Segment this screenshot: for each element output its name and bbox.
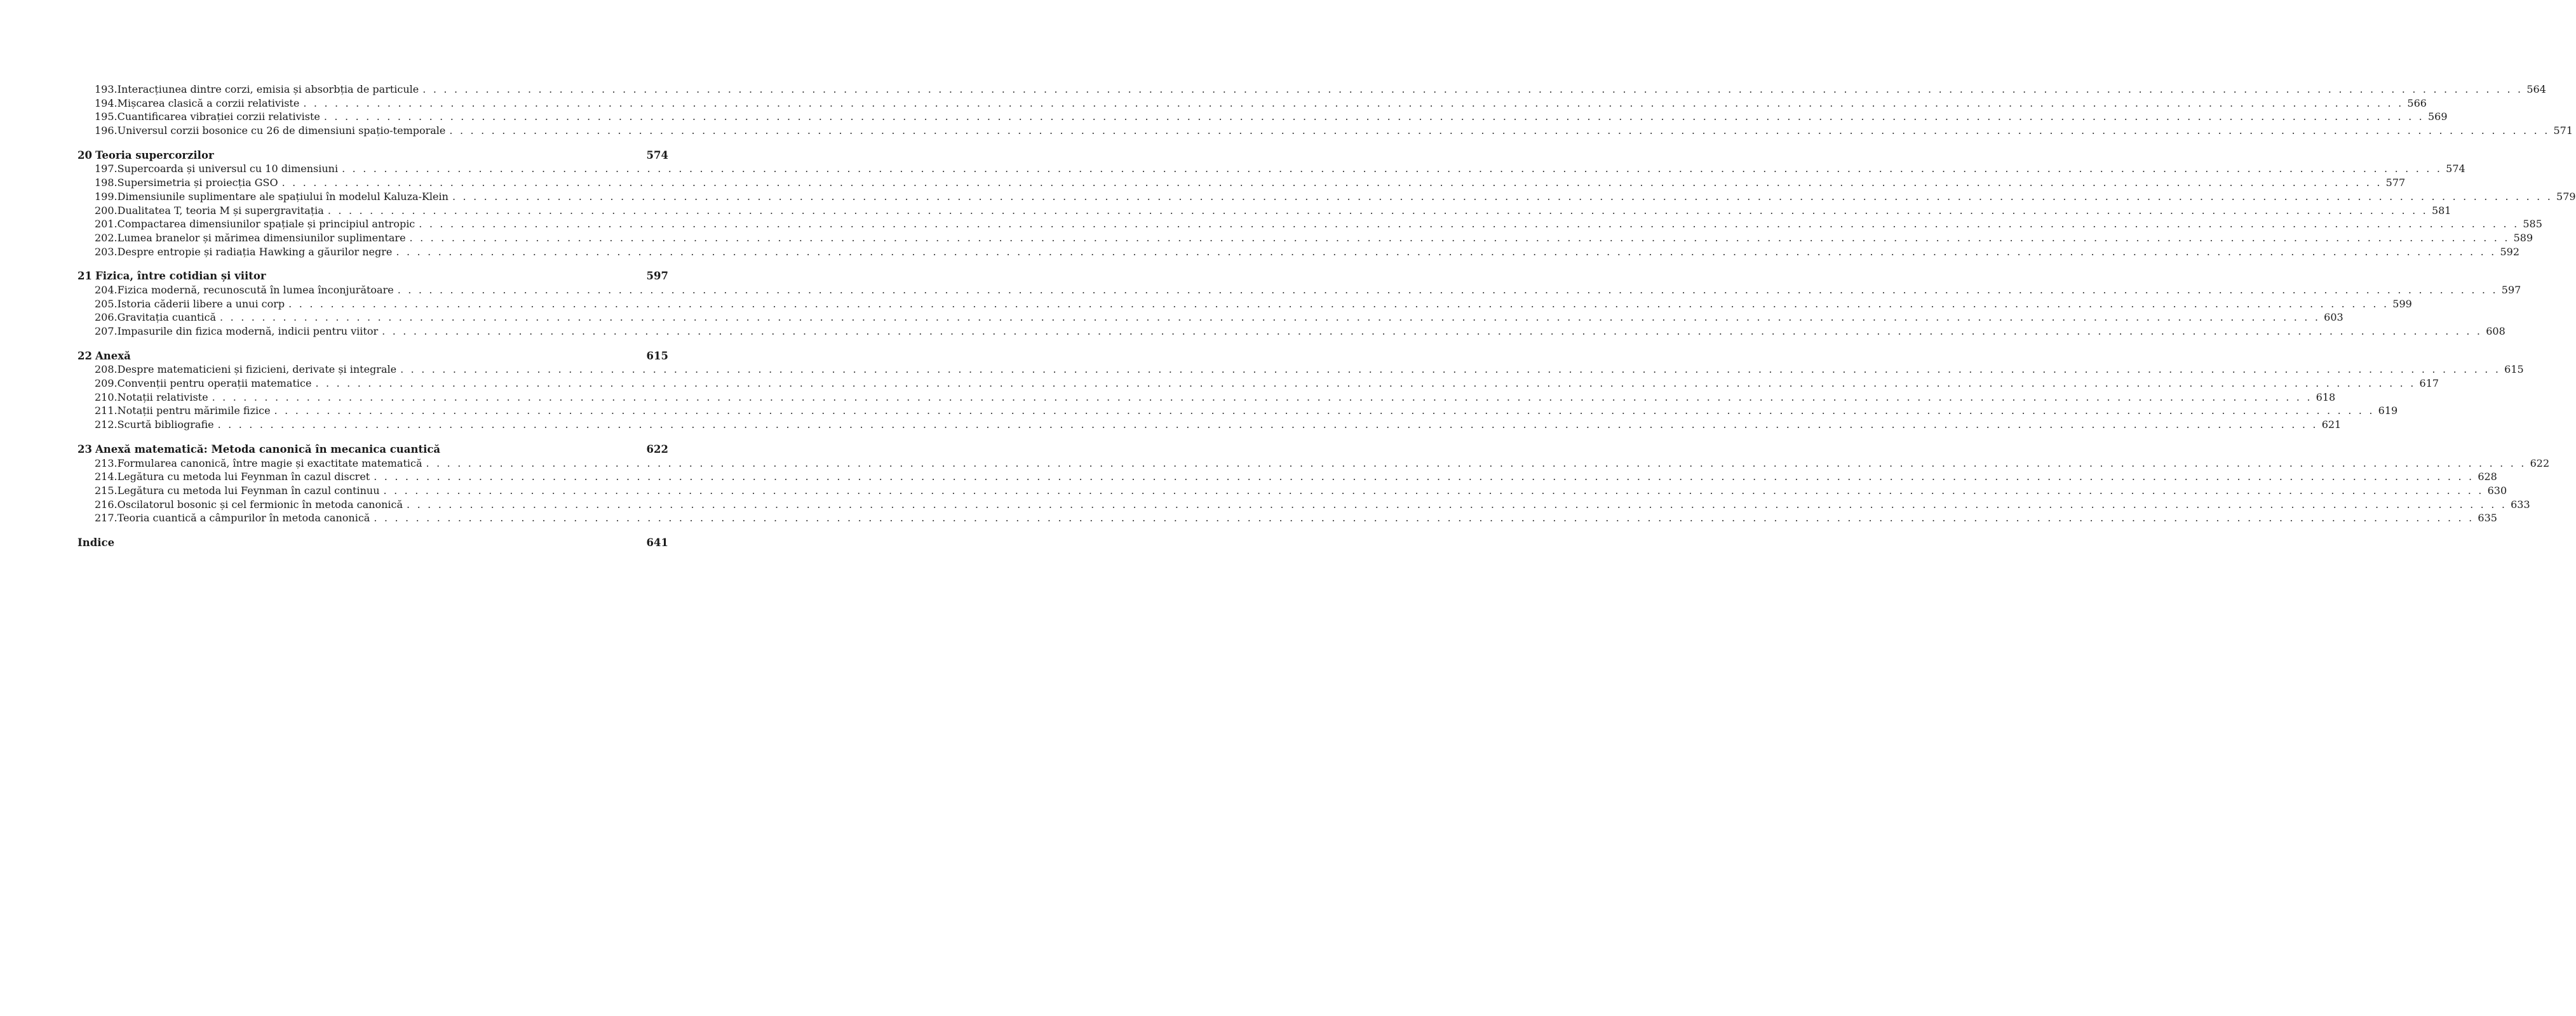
section-number: 209. [95, 377, 118, 390]
section-page-number: 622 [2530, 457, 2550, 469]
chapter-page-number: 622 [646, 443, 668, 455]
section-page-number: 592 [2500, 245, 2520, 258]
section-number: 206. [95, 311, 118, 324]
section-number: 194. [95, 97, 118, 109]
section-title: Dimensiunile suplimentare ale spațiului în modelul Kaluza-Klein [117, 190, 448, 203]
section-title: Notații relativiste [117, 391, 208, 403]
chapter-number: 20 [78, 149, 92, 161]
section-number: 211. [95, 404, 118, 417]
section-page-number: 579 [2556, 190, 2576, 203]
dot-leader: . . . . . . . . . . . . . . . . . . . . . . . . . . . . . . . . . . . . . . . . . . . . . . . . . . . . . . . . . . . . . . . . . . . . . . . . . . . . . . . . . . . . . . . . . . . . . . . . . . . . . . . . . . . . . . . . . . . . . . . . . . . . . . . . . . . . . . . . . . . . . . . . . . . . . . . . . . . . . . . . . . . . . . . . . . . . . . . . . . . . . . . . . . . . . . . . . . . . . . . . [220, 311, 2321, 324]
section-entry [78, 498, 2530, 512]
section-title: Gravitația cuantică [117, 311, 217, 324]
section-number: 216. [95, 498, 118, 511]
section-number: 208. [95, 363, 118, 376]
section-title: Supercoarda și universul cu 10 dimensiuni [117, 163, 339, 175]
dot-leader: . . . . . . . . . . . . . . . . . . . . . . . . . . . . . . . . . . . . . . . . . . . . . . . . . . . . . . . . . . . . . . . . . . . . . . . . . . . . . . . . . . . . . . . . . . . . . . . . . . . . . . . . . . . . . . . . . . . . . . . . . . . . . . . . . . . . . . . . . . . . . . . . . . . . . . . . . . . . . . . . . . . . . . . . . . . . . . . . . . . . . . . . . . . . . . . . . . . . . . . . [426, 457, 2526, 469]
section-title: Despre entropie și radiația Hawking a găurilor negre [117, 245, 393, 258]
section-title: Dualitatea T, teoria M și supergravitația [117, 204, 324, 217]
dot-leader: . . . . . . . . . . . . . . . . . . . . . . . . . . . . . . . . . . . . . . . . . . . . . . . . . . . . . . . . . . . . . . . . . . . . . . . . . . . . . . . . . . . . . . . . . . . . . . . . . . . . . . . . . . . . . . . . . . . . . . . . . . . . . . . . . . . . . . . . . . . . . . . . . . . . . . . . . . . . . . . . . . . . . . . . . . . . . . . . . . . . . . . . . . . . . . . . . . . . . . . . [396, 245, 2497, 258]
section-entry [78, 97, 2427, 110]
chapter-number: 22 [78, 349, 92, 362]
toc-group [78, 269, 2521, 338]
section-title: Despre matematicieni și fizicieni, derivate și integrale [117, 363, 397, 376]
dot-leader: . . . . . . . . . . . . . . . . . . . . . . . . . . . . . . . . . . . . . . . . . . . . . . . . . . . . . . . . . . . . . . . . . . . . . . . . . . . . . . . . . . . . . . . . . . . . . . . . . . . . . . . . . . . . . . . . . . . . . . . . . . . . . . . . . . . . . . . . . . . . . . . . . . . . . . . . . . . . . . . . . . . . . . . . . . . . . . . . . . . . . . . . . . . . . . . . . . . . . . . . [452, 190, 2553, 203]
section-entry [78, 457, 2550, 471]
section-number: 213. [95, 457, 118, 469]
dot-leader: . . . . . . . . . . . . . . . . . . . . . . . . . . . . . . . . . . . . . . . . . . . . . . . . . . . . . . . . . . . . . . . . . . . . . . . . . . . . . . . . . . . . . . . . . . . . . . . . . . . . . . . . . . . . . . . . . . . . . . . . . . . . . . . . . . . . . . . . . . . . . . . . . . . . . . . . . . . . . . . . . . . . . . . . . . . . . . . . . . . . . . . . . . . . . . . . . . . . . . . . [422, 83, 2523, 95]
section-page-number: 628 [2478, 471, 2497, 483]
section-number: 214. [95, 471, 118, 483]
section-title: Formularea canonică, între magie și exactitate matematică [117, 457, 422, 469]
section-entry [78, 324, 2505, 338]
section-title: Fizica modernă, recunoscută în lumea înconjurătoare [117, 283, 394, 296]
section-number: 210. [95, 391, 118, 403]
section-title: Lumea branelor și mărimea dimensiunilor suplimentare [117, 231, 406, 244]
section-number: 196. [95, 124, 118, 137]
section-number: 204. [95, 283, 118, 296]
section-entry [78, 217, 2542, 231]
section-page-number: 608 [2486, 325, 2505, 337]
section-page-number: 619 [2378, 404, 2398, 417]
chapter-page-number: 574 [646, 149, 668, 161]
dot-leader: . . . . . . . . . . . . . . . . . . . . . . . . . . . . . . . . . . . . . . . . . . . . . . . . . . . . . . . . . . . . . . . . . . . . . . . . . . . . . . . . . . . . . . . . . . . . . . . . . . . . . . . . . . . . . . . . . . . . . . . . . . . . . . . . . . . . . . . . . . . . . . . . . . . . . . . . . . . . . . . . . . . . . . . . . . . . . . . . . . . . . . . . . . . . . . . . . . . . . . . . [315, 377, 2416, 390]
section-number: 195. [95, 110, 118, 123]
section-title: Legătura cu metoda lui Feynman în cazul discret [117, 471, 370, 483]
section-page-number: 597 [2501, 283, 2521, 296]
chapter-heading [78, 149, 668, 163]
dot-leader: . . . . . . . . . . . . . . . . . . . . . . . . . . . . . . . . . . . . . . . . . . . . . . . . . . . . . . . . . . . . . . . . . . . . . . . . . . . . . . . . . . . . . . . . . . . . . . . . . . . . . . . . . . . . . . . . . . . . . . . . . . . . . . . . . . . . . . . . . . . . . . . . . . . . . . . . . . . . . . . . . . . . . . . . . . . . . . . . . . . . . . . . . . . . . . . . . . . . . . . . [374, 471, 2474, 483]
section-page-number: 599 [2392, 297, 2412, 310]
section-title: Legătura cu metoda lui Feynman în cazul continuu [117, 484, 380, 497]
toc-group [78, 443, 2550, 525]
section-number: 205. [95, 297, 118, 310]
section-number: 201. [95, 218, 118, 231]
section-number: 193. [95, 83, 118, 95]
section-number: 200. [95, 204, 118, 217]
section-title: Scurtă bibliografie [117, 418, 214, 431]
toc-group [78, 536, 668, 550]
section-number: 203. [95, 245, 118, 258]
section-entry [78, 484, 2507, 498]
section-page-number: 581 [2431, 204, 2451, 217]
chapter-heading [78, 269, 668, 283]
section-number: 217. [95, 512, 118, 525]
section-number: 215. [95, 484, 118, 497]
section-number: 197. [95, 163, 118, 175]
dot-leader: . . . . . . . . . . . . . . . . . . . . . . . . . . . . . . . . . . . . . . . . . . . . . . . . . . . . . . . . . . . . . . . . . . . . . . . . . . . . . . . . . . . . . . . . . . . . . . . . . . . . . . . . . . . . . . . . . . . . . . . . . . . . . . . . . . . . . . . . . . . . . . . . . . . . . . . . . . . . . . . . . . . . . . . . . . . . . . . . . . . . . . . . . . . . . . . . . . . . . . . . [281, 177, 2382, 189]
dot-leader: . . . . . . . . . . . . . . . . . . . . . . . . . . . . . . . . . . . . . . . . . . . . . . . . . . . . . . . . . . . . . . . . . . . . . . . . . . . . . . . . . . . . . . . . . . . . . . . . . . . . . . . . . . . . . . . . . . . . . . . . . . . . . . . . . . . . . . . . . . . . . . . . . . . . . . . . . . . . . . . . . . . . . . . . . . . . . . . . . . . . . . . . . . . . . . . . . . . . . . . . [217, 418, 2318, 431]
section-page-number: 574 [2446, 163, 2465, 175]
section-number: 207. [95, 325, 118, 337]
section-title: Universul corzii bosonice cu 26 de dimensiuni spațio-temporale [117, 124, 446, 137]
chapter-title: Anexă [95, 349, 131, 362]
chapter-heading [78, 349, 668, 363]
section-title: Convenții pentru operații matematice [117, 377, 312, 390]
section-page-number: 617 [2419, 377, 2439, 390]
section-page-number: 618 [2316, 391, 2336, 403]
section-title: Cuantificarea vibrației corzii relativiste [117, 110, 320, 123]
section-title: Interacțiunea dintre corzi, emisia și absorbția de particule [117, 83, 419, 95]
chapter-title: Anexă matematică: Metoda canonică în mecanica cuantică [95, 443, 441, 455]
section-entry [78, 311, 2343, 324]
section-entry [78, 231, 2533, 245]
chapter-title: Teoria supercorzilor [95, 149, 214, 161]
section-page-number: 569 [2427, 110, 2448, 123]
section-entry [78, 391, 2336, 404]
section-number: 198. [95, 177, 118, 189]
toc-group [78, 83, 2573, 138]
section-title: Impasurile din fizica modernă, indicii pentru viitor [117, 325, 379, 337]
section-title: Istoria căderii libere a unui corp [117, 297, 285, 310]
dot-leader: . . . . . . . . . . . . . . . . . . . . . . . . . . . . . . . . . . . . . . . . . . . . . . . . . . . . . . . . . . . . . . . . . . . . . . . . . . . . . . . . . . . . . . . . . . . . . . . . . . . . . . . . . . . . . . . . . . . . . . . . . . . . . . . . . . . . . . . . . . . . . . . . . . . . . . . . . . . . . . . . . . . . . . . . . . . . . . . . . . . . . . . . . . . . . . . . . . . . . . . . [449, 124, 2550, 137]
section-entry [78, 176, 2406, 190]
chapter-number: 21 [78, 270, 92, 283]
section-number: 199. [95, 190, 118, 203]
table-of-contents [78, 83, 2576, 550]
section-title: Notații pentru mărimile fizice [117, 404, 271, 417]
section-page-number: 566 [2407, 97, 2427, 109]
section-page-number: 615 [2504, 363, 2524, 376]
toc-group [78, 149, 2576, 259]
section-entry [78, 511, 2497, 525]
section-entry [78, 297, 2412, 311]
section-title: Teoria cuantică a câmpurilor în metoda canonică [117, 512, 370, 525]
section-number: 202. [95, 231, 118, 244]
section-entry [78, 377, 2439, 391]
chapter-number: 23 [78, 443, 92, 455]
section-title: Mișcarea clasică a corzii relativiste [117, 97, 300, 109]
chapter-page-number: 615 [646, 349, 668, 362]
section-entry [78, 363, 2524, 377]
chapter-page-number: 597 [646, 270, 668, 283]
chapter-title: Fizica, între cotidian și viitor [95, 270, 266, 283]
dot-leader: . . . . . . . . . . . . . . . . . . . . . . . . . . . . . . . . . . . . . . . . . . . . . . . . . . . . . . . . . . . . . . . . . . . . . . . . . . . . . . . . . . . . . . . . . . . . . . . . . . . . . . . . . . . . . . . . . . . . . . . . . . . . . . . . . . . . . . . . . . . . . . . . . . . . . . . . . . . . . . . . . . . . . . . . . . . . . . . . . . . . . . . . . . . . . . . . . . . . . . . . [383, 484, 2484, 497]
section-page-number: 621 [2321, 418, 2342, 431]
section-title: Oscilatorul bosonic și cel fermionic în metoda canonică [117, 498, 403, 511]
section-page-number: 630 [2487, 484, 2507, 497]
section-entry [78, 470, 2497, 484]
section-page-number: 633 [2511, 498, 2530, 511]
dot-leader: . . . . . . . . . . . . . . . . . . . . . . . . . . . . . . . . . . . . . . . . . . . . . . . . . . . . . . . . . . . . . . . . . . . . . . . . . . . . . . . . . . . . . . . . . . . . . . . . . . . . . . . . . . . . . . . . . . . . . . . . . . . . . . . . . . . . . . . . . . . . . . . . . . . . . . . . . . . . . . . . . . . . . . . . . . . . . . . . . . . . . . . . . . . . . . . . . . . . . . . . [327, 204, 2428, 217]
dot-leader: . . . . . . . . . . . . . . . . . . . . . . . . . . . . . . . . . . . . . . . . . . . . . . . . . . . . . . . . . . . . . . . . . . . . . . . . . . . . . . . . . . . . . . . . . . . . . . . . . . . . . . . . . . . . . . . . . . . . . . . . . . . . . . . . . . . . . . . . . . . . . . . . . . . . . . . . . . . . . . . . . . . . . . . . . . . . . . . . . . . . . . . . . . . . . . . . . . . . . . . . [407, 498, 2507, 511]
chapter-heading [78, 443, 668, 457]
section-entry [78, 283, 2521, 297]
chapter-page-number: 641 [646, 536, 668, 549]
dot-leader: . . . . . . . . . . . . . . . . . . . . . . . . . . . . . . . . . . . . . . . . . . . . . . . . . . . . . . . . . . . . . . . . . . . . . . . . . . . . . . . . . . . . . . . . . . . . . . . . . . . . . . . . . . . . . . . . . . . . . . . . . . . . . . . . . . . . . . . . . . . . . . . . . . . . . . . . . . . . . . . . . . . . . . . . . . . . . . . . . . . . . . . . . . . . . . . . . . . . . . . . [382, 325, 2483, 337]
dot-leader: . . . . . . . . . . . . . . . . . . . . . . . . . . . . . . . . . . . . . . . . . . . . . . . . . . . . . . . . . . . . . . . . . . . . . . . . . . . . . . . . . . . . . . . . . . . . . . . . . . . . . . . . . . . . . . . . . . . . . . . . . . . . . . . . . . . . . . . . . . . . . . . . . . . . . . . . . . . . . . . . . . . . . . . . . . . . . . . . . . . . . . . . . . . . . . . . . . . . . . . . [374, 512, 2474, 525]
dot-leader: . . . . . . . . . . . . . . . . . . . . . . . . . . . . . . . . . . . . . . . . . . . . . . . . . . . . . . . . . . . . . . . . . . . . . . . . . . . . . . . . . . . . . . . . . . . . . . . . . . . . . . . . . . . . . . . . . . . . . . . . . . . . . . . . . . . . . . . . . . . . . . . . . . . . . . . . . . . . . . . . . . . . . . . . . . . . . . . . . . . . . . . . . . . . . . . . . . . . . . . . [409, 231, 2510, 244]
section-entry [78, 404, 2398, 418]
section-entry [78, 124, 2573, 138]
dot-leader: . . . . . . . . . . . . . . . . . . . . . . . . . . . . . . . . . . . . . . . . . . . . . . . . . . . . . . . . . . . . . . . . . . . . . . . . . . . . . . . . . . . . . . . . . . . . . . . . . . . . . . . . . . . . . . . . . . . . . . . . . . . . . . . . . . . . . . . . . . . . . . . . . . . . . . . . . . . . . . . . . . . . . . . . . . . . . . . . . . . . . . . . . . . . . . . . . . . . . . . . [323, 110, 2424, 123]
dot-leader: . . . . . . . . . . . . . . . . . . . . . . . . . . . . . . . . . . . . . . . . . . . . . . . . . . . . . . . . . . . . . . . . . . . . . . . . . . . . . . . . . . . . . . . . . . . . . . . . . . . . . . . . . . . . . . . . . . . . . . . . . . . . . . . . . . . . . . . . . . . . . . . . . . . . . . . . . . . . . . . . . . . . . . . . . . . . . . . . . . . . . . . . . . . . . . . . . . . . . . . . [397, 283, 2498, 296]
section-page-number: 603 [2324, 311, 2343, 324]
section-title: Supersimetria și proiecția GSO [117, 177, 278, 189]
dot-leader: . . . . . . . . . . . . . . . . . . . . . . . . . . . . . . . . . . . . . . . . . . . . . . . . . . . . . . . . . . . . . . . . . . . . . . . . . . . . . . . . . . . . . . . . . . . . . . . . . . . . . . . . . . . . . . . . . . . . . . . . . . . . . . . . . . . . . . . . . . . . . . . . . . . . . . . . . . . . . . . . . . . . . . . . . . . . . . . . . . . . . . . . . . . . . . . . . . . . . . . . [303, 97, 2404, 109]
section-entry [78, 245, 2520, 259]
chapter-heading [78, 536, 668, 550]
toc-group [78, 349, 2524, 432]
section-page-number: 571 [2553, 124, 2573, 137]
chapter-title: Indice [78, 536, 115, 549]
section-entry [78, 204, 2451, 218]
section-entry [78, 83, 2546, 97]
section-title: Compactarea dimensiunilor spațiale și principiul antropic [117, 218, 415, 231]
dot-leader: . . . . . . . . . . . . . . . . . . . . . . . . . . . . . . . . . . . . . . . . . . . . . . . . . . . . . . . . . . . . . . . . . . . . . . . . . . . . . . . . . . . . . . . . . . . . . . . . . . . . . . . . . . . . . . . . . . . . . . . . . . . . . . . . . . . . . . . . . . . . . . . . . . . . . . . . . . . . . . . . . . . . . . . . . . . . . . . . . . . . . . . . . . . . . . . . . . . . . . . . [288, 297, 2389, 310]
dot-leader: . . . . . . . . . . . . . . . . . . . . . . . . . . . . . . . . . . . . . . . . . . . . . . . . . . . . . . . . . . . . . . . . . . . . . . . . . . . . . . . . . . . . . . . . . . . . . . . . . . . . . . . . . . . . . . . . . . . . . . . . . . . . . . . . . . . . . . . . . . . . . . . . . . . . . . . . . . . . . . . . . . . . . . . . . . . . . . . . . . . . . . . . . . . . . . . . . . . . . . . . [400, 363, 2501, 376]
section-number: 212. [95, 418, 118, 431]
section-page-number: 585 [2523, 218, 2542, 231]
dot-leader: . . . . . . . . . . . . . . . . . . . . . . . . . . . . . . . . . . . . . . . . . . . . . . . . . . . . . . . . . . . . . . . . . . . . . . . . . . . . . . . . . . . . . . . . . . . . . . . . . . . . . . . . . . . . . . . . . . . . . . . . . . . . . . . . . . . . . . . . . . . . . . . . . . . . . . . . . . . . . . . . . . . . . . . . . . . . . . . . . . . . . . . . . . . . . . . . . . . . . . . . [212, 391, 2312, 403]
section-entry [78, 190, 2576, 204]
section-page-number: 635 [2478, 512, 2497, 525]
dot-leader: . . . . . . . . . . . . . . . . . . . . . . . . . . . . . . . . . . . . . . . . . . . . . . . . . . . . . . . . . . . . . . . . . . . . . . . . . . . . . . . . . . . . . . . . . . . . . . . . . . . . . . . . . . . . . . . . . . . . . . . . . . . . . . . . . . . . . . . . . . . . . . . . . . . . . . . . . . . . . . . . . . . . . . . . . . . . . . . . . . . . . . . . . . . . . . . . . . . . . . . . [419, 218, 2519, 231]
section-entry [78, 418, 2342, 432]
section-page-number: 564 [2526, 83, 2546, 95]
section-entry [78, 162, 2465, 176]
dot-leader: . . . . . . . . . . . . . . . . . . . . . . . . . . . . . . . . . . . . . . . . . . . . . . . . . . . . . . . . . . . . . . . . . . . . . . . . . . . . . . . . . . . . . . . . . . . . . . . . . . . . . . . . . . . . . . . . . . . . . . . . . . . . . . . . . . . . . . . . . . . . . . . . . . . . . . . . . . . . . . . . . . . . . . . . . . . . . . . . . . . . . . . . . . . . . . . . . . . . . . . . [342, 163, 2443, 175]
dot-leader: . . . . . . . . . . . . . . . . . . . . . . . . . . . . . . . . . . . . . . . . . . . . . . . . . . . . . . . . . . . . . . . . . . . . . . . . . . . . . . . . . . . . . . . . . . . . . . . . . . . . . . . . . . . . . . . . . . . . . . . . . . . . . . . . . . . . . . . . . . . . . . . . . . . . . . . . . . . . . . . . . . . . . . . . . . . . . . . . . . . . . . . . . . . . . . . . . . . . . . . . [274, 404, 2375, 417]
section-entry [78, 110, 2448, 124]
section-page-number: 589 [2513, 231, 2533, 244]
section-page-number: 577 [2385, 177, 2406, 189]
